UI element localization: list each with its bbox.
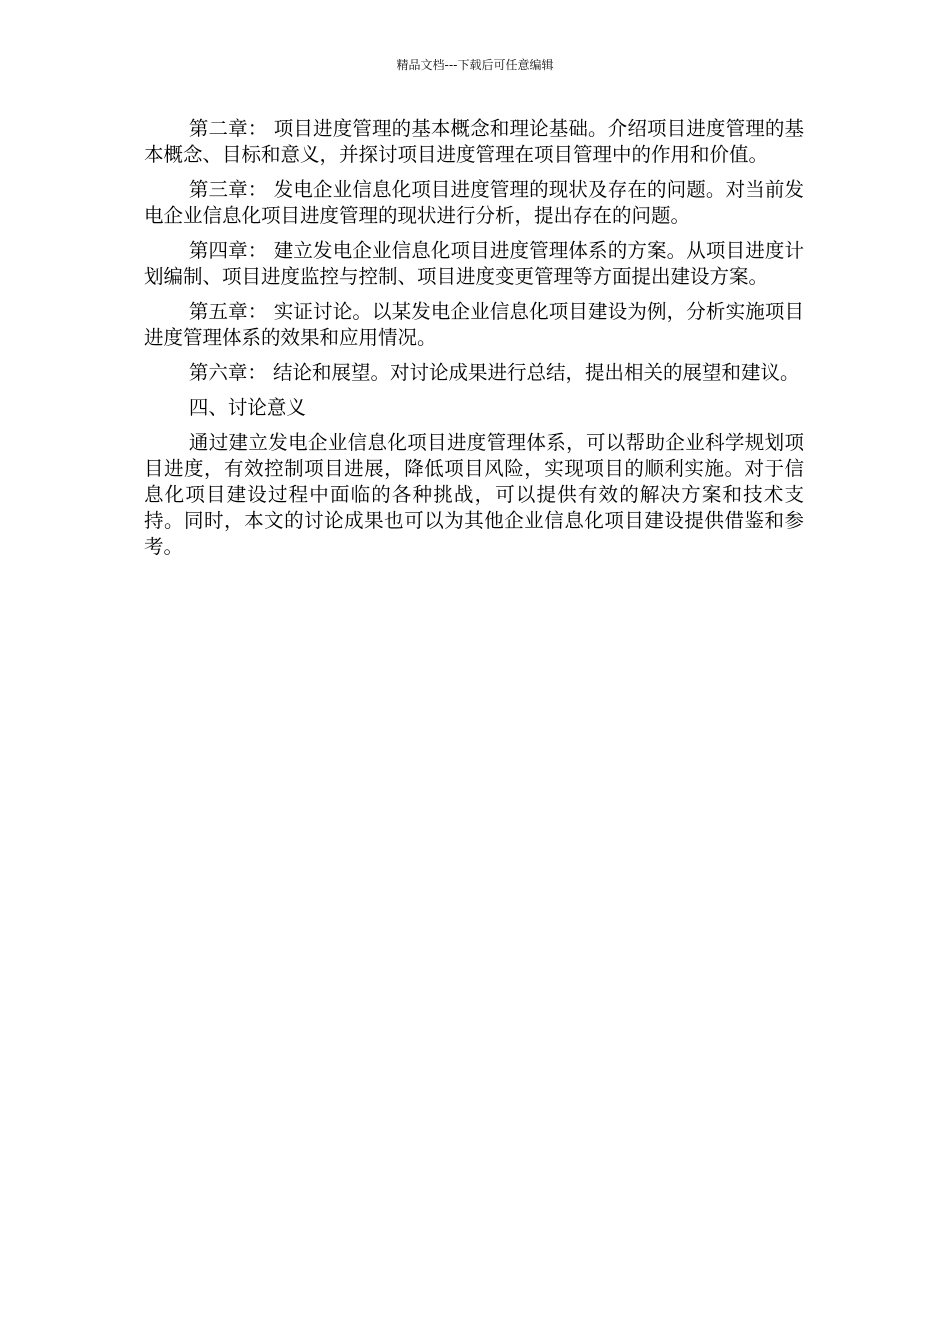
paragraph-chapter-2: 第二章： 项目进度管理的基本概念和理论基础。介绍项目进度管理的基本概念、目标和意义，并探讨项目进度管理在项目管理中的作用和价值。: [144, 117, 804, 166]
page-header: 精品文档---下载后可任意编辑: [396, 58, 554, 72]
paragraph-chapter-5: 第五章： 实证讨论。以某发电企业信息化项目建设为例，分析实施项目进度管理体系的效果和应用情况。: [144, 300, 804, 349]
document-body: [144, 116, 804, 569]
paragraph-significance: 通过建立发电企业信息化项目进度管理体系，可以帮助企业科学规划项目进度，有效控制项目进展，降低项目风险，实现项目的顺利实施。对于信息化项目建设过程中面临的各种挑战，可以提供有效的解决方案和技术支持。同时，本文的讨论成果也可以为其他企业信息化项目建设提供借鉴和参考。: [144, 431, 804, 558]
paragraph-chapter-6: 第六章： 结论和展望。对讨论成果进行总结，提出相关的展望和建议。: [188, 361, 800, 384]
paragraph-chapter-4: 第四章： 建立发电企业信息化项目进度管理体系的方案。从项目进度计划编制、项目进度监控与控制、项目进度变更管理等方面提出建设方案。: [144, 239, 804, 288]
section-heading-significance: 四、讨论意义: [188, 396, 306, 419]
paragraph-chapter-3: 第三章： 发电企业信息化项目进度管理的现状及存在的问题。对当前发电企业信息化项目进度管理的现状进行分析，提出存在的问题。: [144, 178, 804, 227]
